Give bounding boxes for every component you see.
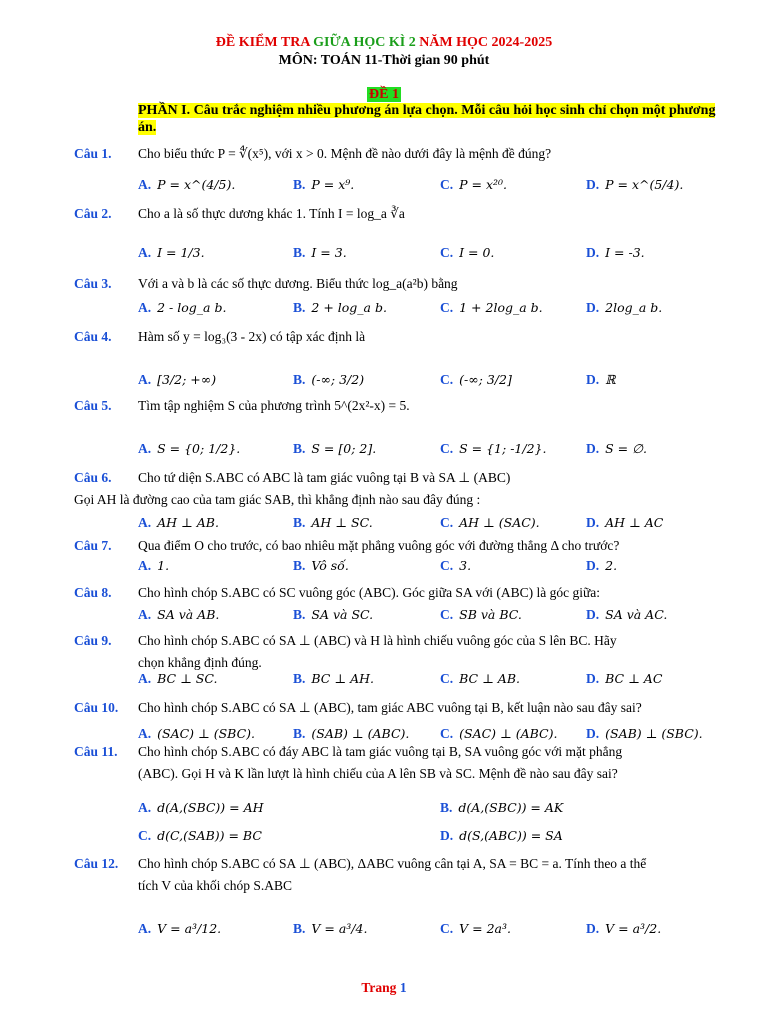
option-text: (SAC) ⊥ (SBC). bbox=[157, 726, 256, 741]
option-letter: A. bbox=[138, 515, 152, 530]
option-a[interactable] bbox=[138, 177, 235, 193]
option-letter: B. bbox=[440, 800, 453, 815]
option-c[interactable] bbox=[440, 921, 511, 937]
option-letter: D. bbox=[440, 828, 454, 843]
option-letter: C. bbox=[440, 607, 454, 622]
option-b[interactable] bbox=[293, 515, 373, 531]
title-part3: NĂM HỌC 2024-2025 bbox=[419, 35, 553, 50]
question-label: Câu 3. bbox=[74, 276, 112, 291]
option-letter: D. bbox=[586, 245, 600, 260]
option-text: S = ∅. bbox=[605, 441, 647, 456]
option-a[interactable] bbox=[138, 300, 226, 316]
option-a[interactable] bbox=[138, 800, 264, 816]
option-text: 2 - log_a b. bbox=[157, 300, 227, 315]
option-text: SB và BC. bbox=[459, 607, 522, 622]
question-label: Câu 4. bbox=[74, 329, 112, 344]
option-letter: A. bbox=[138, 671, 152, 686]
option-letter: C. bbox=[440, 245, 454, 260]
option-letter: A. bbox=[138, 800, 152, 815]
option-letter: C. bbox=[440, 558, 454, 573]
question-text: Hàm số y = log₃(3 - 2x) có tập xác định là bbox=[138, 329, 366, 344]
option-letter: D. bbox=[586, 671, 600, 686]
option-text: S = {0; 1/2}. bbox=[157, 441, 241, 456]
option-b[interactable] bbox=[293, 921, 367, 937]
option-text: SA và AC. bbox=[605, 607, 668, 622]
option-text: 2log_a b. bbox=[605, 300, 663, 315]
option-text: ℝ bbox=[605, 372, 616, 387]
option-text: V = a³/2. bbox=[605, 921, 662, 936]
option-letter: B. bbox=[293, 558, 306, 573]
option-letter: A. bbox=[138, 607, 152, 622]
option-text: (SAB) ⊥ (SBC). bbox=[605, 726, 703, 741]
option-c[interactable] bbox=[440, 300, 543, 316]
option-text: P = x^(5/4). bbox=[605, 177, 684, 192]
option-b[interactable] bbox=[293, 558, 349, 574]
option-text: (SAB) ⊥ (ABC). bbox=[311, 726, 410, 741]
question-text: Cho hình chóp S.ABC có SA ⊥ (ABC) và H là hình chiếu vuông góc của S lên BC. Hãy bbox=[138, 633, 617, 648]
question-text: Cho hình chóp S.ABC có SA ⊥ (ABC), ΔABC vuông cân tại A, SA = BC = a. Tính theo a thể bbox=[138, 856, 647, 871]
option-letter: A. bbox=[138, 245, 152, 260]
option-letter: A. bbox=[138, 441, 152, 456]
option-a[interactable] bbox=[138, 726, 255, 742]
option-text: (-∞; 3/2) bbox=[311, 372, 365, 387]
option-text: V = 2a³. bbox=[459, 921, 511, 936]
option-text: AH ⊥ AC bbox=[605, 515, 664, 530]
title-part2: GIỮA HỌC KÌ 2 bbox=[313, 35, 416, 50]
option-letter: C. bbox=[440, 372, 454, 387]
question-text-continued: tích V của khối chóp S.ABC bbox=[138, 878, 292, 893]
option-d[interactable] bbox=[586, 607, 667, 623]
option-text: [3/2; +∞) bbox=[157, 372, 217, 387]
option-letter: C. bbox=[138, 828, 152, 843]
option-a[interactable] bbox=[138, 515, 219, 531]
option-letter: B. bbox=[293, 607, 306, 622]
option-letter: C. bbox=[440, 177, 454, 192]
footer-page-number: 1 bbox=[399, 980, 407, 995]
option-letter: C. bbox=[440, 671, 454, 686]
question-text-continued: Gọi AH là đường cao của tam giác SAB, thì khẳng định nào sau đây đúng : bbox=[74, 492, 481, 507]
option-letter: D. bbox=[586, 726, 600, 741]
option-text: Vô số. bbox=[311, 558, 349, 573]
option-text: BC ⊥ AH. bbox=[311, 671, 374, 686]
question-label: Câu 2. bbox=[74, 206, 112, 221]
part-heading: PHẦN I. Câu trắc nghiệm nhiều phương án lựa chọn. Mỗi câu hỏi học sinh chỉ chọn một phương án. bbox=[138, 103, 716, 135]
option-c[interactable] bbox=[440, 558, 471, 574]
option-letter: B. bbox=[293, 177, 306, 192]
option-d[interactable] bbox=[586, 921, 661, 937]
question-text: Tìm tập nghiệm S của phương trình 5^(2x²-x) = 5. bbox=[138, 398, 410, 413]
option-c[interactable] bbox=[440, 671, 520, 687]
option-text: 1. bbox=[157, 558, 170, 573]
option-letter: B. bbox=[293, 726, 306, 741]
option-a[interactable] bbox=[138, 245, 205, 261]
option-letter: C. bbox=[440, 441, 454, 456]
question-label: Câu 8. bbox=[74, 585, 112, 600]
option-a[interactable] bbox=[138, 558, 169, 574]
option-a[interactable] bbox=[138, 671, 217, 687]
question-text: Cho hình chóp S.ABC có SC vuông góc (ABC). Góc giữa SA với (ABC) là góc giữa: bbox=[138, 585, 601, 600]
option-letter: C. bbox=[440, 921, 454, 936]
option-d[interactable] bbox=[586, 372, 616, 388]
option-text: SA và AB. bbox=[157, 607, 220, 622]
option-d[interactable] bbox=[586, 441, 647, 457]
option-letter: A. bbox=[138, 726, 152, 741]
option-letter: A. bbox=[138, 300, 152, 315]
option-b[interactable] bbox=[293, 726, 409, 742]
option-letter: B. bbox=[293, 441, 306, 456]
option-letter: D. bbox=[586, 300, 600, 315]
option-d[interactable] bbox=[586, 300, 662, 316]
option-c[interactable] bbox=[138, 828, 262, 844]
option-text: 2 + log_a b. bbox=[311, 300, 387, 315]
question-label: Câu 9. bbox=[74, 633, 112, 648]
option-d[interactable] bbox=[586, 671, 662, 687]
option-text: I = -3. bbox=[605, 245, 645, 260]
option-text: d(A,(SBC)) = AH bbox=[157, 800, 264, 815]
option-text: I = 0. bbox=[459, 245, 495, 260]
footer-label: Trang bbox=[361, 980, 397, 995]
option-text: (-∞; 3/2] bbox=[459, 372, 512, 387]
option-letter: A. bbox=[138, 558, 152, 573]
option-c[interactable] bbox=[440, 245, 494, 261]
option-letter: D. bbox=[586, 441, 600, 456]
option-letter: D. bbox=[586, 177, 600, 192]
option-letter: B. bbox=[293, 515, 306, 530]
option-text: SA và SC. bbox=[311, 607, 374, 622]
option-text: BC ⊥ AC bbox=[605, 671, 663, 686]
question-text: Cho a là số thực dương khác 1. Tính I = log_a ∛a bbox=[138, 206, 405, 221]
option-d[interactable] bbox=[586, 177, 683, 193]
option-letter: C. bbox=[440, 515, 454, 530]
question-text-continued: chọn khẳng định đúng. bbox=[138, 655, 262, 670]
option-letter: D. bbox=[586, 515, 600, 530]
option-text: I = 1/3. bbox=[157, 245, 205, 260]
question-label: Câu 11. bbox=[74, 744, 118, 759]
option-text: S = {1; -1/2}. bbox=[459, 441, 547, 456]
option-text: d(C,(SAB)) = BC bbox=[157, 828, 262, 843]
option-d[interactable] bbox=[440, 828, 563, 844]
option-a[interactable] bbox=[138, 441, 240, 457]
question-label: Câu 6. bbox=[74, 470, 112, 485]
option-b[interactable] bbox=[293, 300, 387, 316]
question-label: Câu 12. bbox=[74, 856, 119, 871]
question-text: Với a và b là các số thực dương. Biểu thức log_a(a²b) bằng bbox=[138, 276, 458, 291]
option-letter: C. bbox=[440, 300, 454, 315]
option-text: P = x^(4/5). bbox=[157, 177, 236, 192]
option-letter: D. bbox=[586, 921, 600, 936]
question-text: Qua điểm O cho trước, có bao nhiêu mặt phẳng vuông góc với đường thẳng Δ cho trước? bbox=[138, 538, 620, 553]
option-c[interactable] bbox=[440, 177, 507, 193]
exam-title bbox=[0, 35, 768, 51]
option-text: 1 + 2log_a b. bbox=[459, 300, 543, 315]
option-letter: D. bbox=[586, 607, 600, 622]
option-c[interactable] bbox=[440, 607, 522, 623]
option-a[interactable] bbox=[138, 607, 219, 623]
option-b[interactable] bbox=[293, 607, 373, 623]
option-letter: D. bbox=[586, 372, 600, 387]
option-text: AH ⊥ SC. bbox=[311, 515, 373, 530]
question-text-continued: (ABC). Gọi H và K lần lượt là hình chiếu của A lên SB và SC. Mệnh đề nào sau đây sai? bbox=[138, 766, 618, 781]
option-text: S = [0; 2]. bbox=[311, 441, 377, 456]
option-text: d(A,(SBC)) = AK bbox=[458, 800, 564, 815]
question-text: Cho hình chóp S.ABC có đáy ABC là tam giác vuông tại B, SA vuông góc với mặt phẳng bbox=[138, 744, 623, 759]
option-text: BC ⊥ SC. bbox=[157, 671, 218, 686]
option-a[interactable] bbox=[138, 921, 221, 937]
page-footer bbox=[0, 980, 768, 996]
option-d[interactable] bbox=[586, 245, 645, 261]
question-text: Cho biểu thức P = ∜(x⁵), với x > 0. Mệnh đề nào dưới đây là mệnh đề đúng? bbox=[138, 146, 552, 161]
option-letter: A. bbox=[138, 177, 152, 192]
option-text: 3. bbox=[459, 558, 472, 573]
option-b[interactable] bbox=[293, 441, 376, 457]
question-label: Câu 5. bbox=[74, 398, 112, 413]
option-b[interactable] bbox=[293, 671, 374, 687]
option-b[interactable] bbox=[293, 245, 347, 261]
option-d[interactable] bbox=[586, 726, 703, 742]
question-label: Câu 7. bbox=[74, 538, 112, 553]
option-text: V = a³/4. bbox=[311, 921, 368, 936]
option-d[interactable] bbox=[586, 515, 663, 531]
option-letter: B. bbox=[293, 671, 306, 686]
option-a[interactable] bbox=[138, 372, 216, 388]
exam-subject: MÔN: TOÁN 11-Thời gian 90 phút bbox=[278, 53, 490, 68]
option-text: P = x⁹. bbox=[311, 177, 355, 192]
option-c[interactable] bbox=[440, 441, 546, 457]
option-text: P = x²⁰. bbox=[459, 177, 508, 192]
option-text: BC ⊥ AB. bbox=[459, 671, 520, 686]
option-b[interactable] bbox=[293, 177, 354, 193]
question-label: Câu 10. bbox=[74, 700, 119, 715]
option-letter: C. bbox=[440, 726, 454, 741]
question-text: Cho hình chóp S.ABC có SA ⊥ (ABC), tam giác ABC vuông tại B, kết luận nào sau đây sai? bbox=[138, 700, 642, 715]
option-letter: B. bbox=[293, 372, 306, 387]
option-letter: A. bbox=[138, 372, 152, 387]
option-letter: B. bbox=[293, 921, 306, 936]
option-d[interactable] bbox=[586, 558, 617, 574]
option-c[interactable] bbox=[440, 726, 557, 742]
option-c[interactable] bbox=[440, 372, 512, 388]
question-text: Cho tứ diện S.ABC có ABC là tam giác vuông tại B và SA ⊥ (ABC) bbox=[138, 470, 511, 485]
option-text: d(S,(ABC)) = SA bbox=[459, 828, 563, 843]
title-part1: ĐỀ KIỂM TRA bbox=[215, 35, 310, 50]
option-b[interactable] bbox=[293, 372, 364, 388]
option-letter: B. bbox=[293, 245, 306, 260]
option-letter: A. bbox=[138, 921, 152, 936]
option-text: I = 3. bbox=[311, 245, 347, 260]
option-c[interactable] bbox=[440, 515, 540, 531]
exam-code: ĐỀ 1 bbox=[369, 87, 399, 102]
option-text: V = a³/12. bbox=[157, 921, 222, 936]
option-text: 2. bbox=[605, 558, 618, 573]
option-text: (SAC) ⊥ (ABC). bbox=[459, 726, 558, 741]
option-letter: D. bbox=[586, 558, 600, 573]
option-b[interactable] bbox=[440, 800, 563, 816]
option-text: AH ⊥ (SAC). bbox=[459, 515, 540, 530]
question-label: Câu 1. bbox=[74, 146, 112, 161]
option-text: AH ⊥ AB. bbox=[157, 515, 219, 530]
option-letter: B. bbox=[293, 300, 306, 315]
